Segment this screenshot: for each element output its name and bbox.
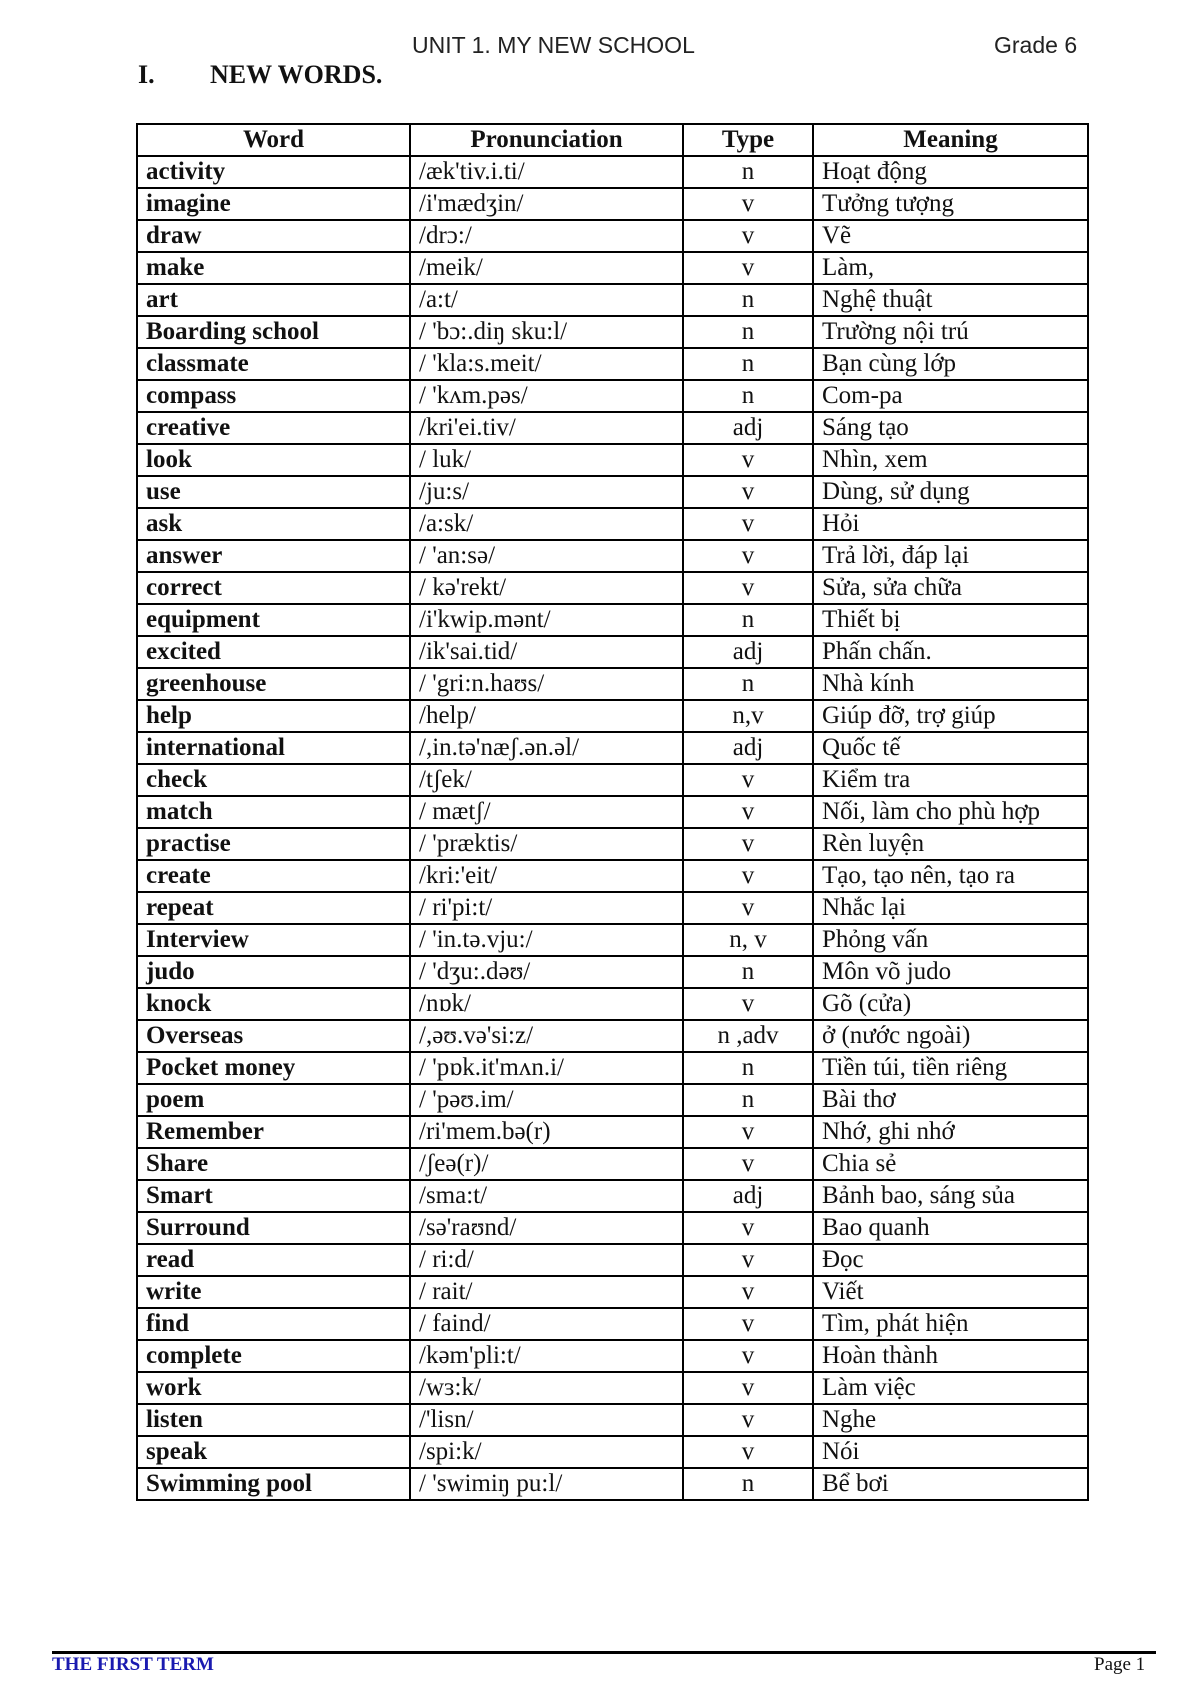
cell-pronunciation: /ri'mem.bə(r) xyxy=(410,1116,683,1148)
cell-word: check xyxy=(137,764,410,796)
cell-word: match xyxy=(137,796,410,828)
cell-meaning: Tạo, tạo nên, tạo ra xyxy=(813,860,1088,892)
cell-type: v xyxy=(683,892,813,924)
cell-type: v xyxy=(683,1148,813,1180)
table-row xyxy=(137,1340,1088,1372)
cell-meaning: Nhà kính xyxy=(813,668,1088,700)
cell-pronunciation: /wɜ:k/ xyxy=(410,1372,683,1404)
cell-pronunciation: /a:sk/ xyxy=(410,508,683,540)
cell-type: v xyxy=(683,540,813,572)
cell-type: n xyxy=(683,1468,813,1500)
cell-meaning: Bể bơi xyxy=(813,1468,1088,1500)
grade-label: Grade 6 xyxy=(994,32,1078,58)
cell-pronunciation: /ʃeə(r)/ xyxy=(410,1148,683,1180)
cell-type: v xyxy=(683,828,813,860)
cell-word: Boarding school xyxy=(137,316,410,348)
cell-pronunciation: /kri'ei.tiv/ xyxy=(410,412,683,444)
table-row xyxy=(137,476,1088,508)
cell-pronunciation: / 'pɒk.it'mʌn.i/ xyxy=(410,1052,683,1084)
cell-word: find xyxy=(137,1308,410,1340)
cell-word: repeat xyxy=(137,892,410,924)
cell-meaning: Bài thơ xyxy=(813,1084,1088,1116)
cell-pronunciation: / 'kla:s.meit/ xyxy=(410,348,683,380)
cell-word: correct xyxy=(137,572,410,604)
cell-pronunciation: / ri:d/ xyxy=(410,1244,683,1276)
cell-type: n xyxy=(683,668,813,700)
cell-meaning: Làm, xyxy=(813,252,1088,284)
cell-type: n xyxy=(683,348,813,380)
cell-word: Interview xyxy=(137,924,410,956)
cell-word: ask xyxy=(137,508,410,540)
table-row xyxy=(137,188,1088,220)
cell-pronunciation: /,in.tə'næʃ.ən.əl/ xyxy=(410,732,683,764)
cell-meaning: Nghe xyxy=(813,1404,1088,1436)
cell-type: v xyxy=(683,1436,813,1468)
table-row xyxy=(137,572,1088,604)
cell-word: Swimming pool xyxy=(137,1468,410,1500)
table-row xyxy=(137,380,1088,412)
table-header-row xyxy=(137,124,1088,156)
cell-word: write xyxy=(137,1276,410,1308)
cell-type: n xyxy=(683,604,813,636)
table-row xyxy=(137,892,1088,924)
table-row xyxy=(137,1276,1088,1308)
cell-meaning: Nhớ, ghi nhớ xyxy=(813,1116,1088,1148)
cell-pronunciation: / 'in.tə.vju:/ xyxy=(410,924,683,956)
table-row xyxy=(137,1180,1088,1212)
cell-word: look xyxy=(137,444,410,476)
cell-word: speak xyxy=(137,1436,410,1468)
cell-type: v xyxy=(683,796,813,828)
cell-type: n, v xyxy=(683,924,813,956)
cell-word: Pocket money xyxy=(137,1052,410,1084)
cell-pronunciation: / 'swimiŋ pu:l/ xyxy=(410,1468,683,1500)
cell-type: v xyxy=(683,1116,813,1148)
cell-meaning: Gõ (cửa) xyxy=(813,988,1088,1020)
cell-meaning: ở (nước ngoài) xyxy=(813,1020,1088,1052)
cell-type: adj xyxy=(683,732,813,764)
column-header-pronunciation: Pronunciation xyxy=(410,124,683,156)
table-row xyxy=(137,988,1088,1020)
cell-pronunciation: /spi:k/ xyxy=(410,1436,683,1468)
table-row xyxy=(137,1052,1088,1084)
cell-meaning: Kiểm tra xyxy=(813,764,1088,796)
cell-meaning: Nhìn, xem xyxy=(813,444,1088,476)
cell-pronunciation: / mætʃ/ xyxy=(410,796,683,828)
cell-meaning: Thiết bị xyxy=(813,604,1088,636)
cell-type: adj xyxy=(683,412,813,444)
table-row xyxy=(137,1436,1088,1468)
cell-pronunciation: /meik/ xyxy=(410,252,683,284)
cell-meaning: Nối, làm cho phù hợp xyxy=(813,796,1088,828)
cell-meaning: Hoàn thành xyxy=(813,1340,1088,1372)
cell-word: read xyxy=(137,1244,410,1276)
cell-meaning: Bạn cùng lớp xyxy=(813,348,1088,380)
cell-meaning: Đọc xyxy=(813,1244,1088,1276)
table-row xyxy=(137,1212,1088,1244)
table-row xyxy=(137,1404,1088,1436)
cell-pronunciation: /ik'sai.tid/ xyxy=(410,636,683,668)
cell-type: n xyxy=(683,380,813,412)
cell-meaning: Phấn chấn. xyxy=(813,636,1088,668)
table-row xyxy=(137,796,1088,828)
cell-meaning: Vẽ xyxy=(813,220,1088,252)
cell-meaning: Trường nội trú xyxy=(813,316,1088,348)
table-row xyxy=(137,924,1088,956)
cell-pronunciation: /help/ xyxy=(410,700,683,732)
table-row xyxy=(137,828,1088,860)
cell-word: greenhouse xyxy=(137,668,410,700)
table-row xyxy=(137,604,1088,636)
table-row xyxy=(137,636,1088,668)
cell-word: complete xyxy=(137,1340,410,1372)
cell-word: Smart xyxy=(137,1180,410,1212)
cell-pronunciation: /kəm'pli:t/ xyxy=(410,1340,683,1372)
cell-pronunciation: /tʃek/ xyxy=(410,764,683,796)
cell-meaning: Chia sẻ xyxy=(813,1148,1088,1180)
cell-meaning: Hỏi xyxy=(813,508,1088,540)
section-number: I. xyxy=(138,60,155,89)
cell-word: classmate xyxy=(137,348,410,380)
cell-meaning: Bao quanh xyxy=(813,1212,1088,1244)
cell-word: creative xyxy=(137,412,410,444)
cell-type: n,v xyxy=(683,700,813,732)
table-row xyxy=(137,1084,1088,1116)
cell-type: v xyxy=(683,572,813,604)
cell-type: v xyxy=(683,988,813,1020)
cell-meaning: Quốc tế xyxy=(813,732,1088,764)
cell-word: help xyxy=(137,700,410,732)
cell-meaning: Giúp đỡ, trợ giúp xyxy=(813,700,1088,732)
table-row xyxy=(137,732,1088,764)
cell-pronunciation: /'lisn/ xyxy=(410,1404,683,1436)
cell-word: draw xyxy=(137,220,410,252)
cell-meaning: Tìm, phát hiện xyxy=(813,1308,1088,1340)
cell-type: n xyxy=(683,1052,813,1084)
cell-word: use xyxy=(137,476,410,508)
cell-pronunciation: /a:t/ xyxy=(410,284,683,316)
cell-word: practise xyxy=(137,828,410,860)
cell-type: n xyxy=(683,1084,813,1116)
cell-pronunciation: / faind/ xyxy=(410,1308,683,1340)
cell-meaning: Môn võ judo xyxy=(813,956,1088,988)
cell-meaning: Nói xyxy=(813,1436,1088,1468)
cell-pronunciation: / 'an:sə/ xyxy=(410,540,683,572)
cell-word: listen xyxy=(137,1404,410,1436)
cell-word: Share xyxy=(137,1148,410,1180)
cell-word: work xyxy=(137,1372,410,1404)
table-row xyxy=(137,956,1088,988)
cell-word: imagine xyxy=(137,188,410,220)
cell-type: adj xyxy=(683,1180,813,1212)
cell-meaning: Sáng tạo xyxy=(813,412,1088,444)
cell-pronunciation: / kə'rekt/ xyxy=(410,572,683,604)
table-row xyxy=(137,316,1088,348)
table-row xyxy=(137,700,1088,732)
cell-pronunciation: /nɒk/ xyxy=(410,988,683,1020)
cell-type: v xyxy=(683,188,813,220)
cell-pronunciation: /æk'tiv.i.ti/ xyxy=(410,156,683,188)
column-header-type: Type xyxy=(683,124,813,156)
cell-word: art xyxy=(137,284,410,316)
column-header-word: Word xyxy=(137,124,410,156)
cell-type: v xyxy=(683,220,813,252)
cell-type: v xyxy=(683,1372,813,1404)
cell-pronunciation: / 'præktis/ xyxy=(410,828,683,860)
cell-type: adj xyxy=(683,636,813,668)
cell-type: v xyxy=(683,252,813,284)
cell-word: international xyxy=(137,732,410,764)
cell-pronunciation: / 'pəʊ.im/ xyxy=(410,1084,683,1116)
cell-meaning: Dùng, sử dụng xyxy=(813,476,1088,508)
cell-pronunciation: / rait/ xyxy=(410,1276,683,1308)
cell-type: v xyxy=(683,1340,813,1372)
cell-type: n ,adv xyxy=(683,1020,813,1052)
cell-pronunciation: / ri'pi:t/ xyxy=(410,892,683,924)
cell-word: create xyxy=(137,860,410,892)
footer-page-number: Page 1 xyxy=(1094,1654,1146,1675)
page-header xyxy=(0,28,1200,62)
table-row xyxy=(137,1468,1088,1500)
cell-word: poem xyxy=(137,1084,410,1116)
cell-type: v xyxy=(683,764,813,796)
cell-pronunciation: /,əʊ.və'si:z/ xyxy=(410,1020,683,1052)
cell-meaning: Tưởng tượng xyxy=(813,188,1088,220)
cell-meaning: Bảnh bao, sáng sủa xyxy=(813,1180,1088,1212)
table-row xyxy=(137,860,1088,892)
cell-word: Overseas xyxy=(137,1020,410,1052)
cell-word: Surround xyxy=(137,1212,410,1244)
table-row xyxy=(137,1244,1088,1276)
cell-type: v xyxy=(683,1212,813,1244)
cell-type: v xyxy=(683,476,813,508)
table-row xyxy=(137,764,1088,796)
table-row xyxy=(137,668,1088,700)
cell-pronunciation: /sə'raʊnd/ xyxy=(410,1212,683,1244)
cell-pronunciation: /ju:s/ xyxy=(410,476,683,508)
cell-type: v xyxy=(683,860,813,892)
cell-type: n xyxy=(683,156,813,188)
cell-meaning: Hoạt động xyxy=(813,156,1088,188)
cell-type: n xyxy=(683,316,813,348)
unit-title: UNIT 1. MY NEW SCHOOL xyxy=(412,32,695,58)
cell-meaning: Viết xyxy=(813,1276,1088,1308)
table-row xyxy=(137,252,1088,284)
cell-word: make xyxy=(137,252,410,284)
cell-word: knock xyxy=(137,988,410,1020)
cell-meaning: Làm việc xyxy=(813,1372,1088,1404)
cell-type: v xyxy=(683,508,813,540)
cell-meaning: Phỏng vấn xyxy=(813,924,1088,956)
cell-meaning: Sửa, sửa chữa xyxy=(813,572,1088,604)
cell-type: v xyxy=(683,1308,813,1340)
section-heading xyxy=(138,60,382,90)
cell-word: compass xyxy=(137,380,410,412)
cell-pronunciation: /sma:t/ xyxy=(410,1180,683,1212)
cell-pronunciation: / 'dʒu:.dəʊ/ xyxy=(410,956,683,988)
cell-word: judo xyxy=(137,956,410,988)
cell-type: v xyxy=(683,1276,813,1308)
cell-pronunciation: / 'gri:n.haʊs/ xyxy=(410,668,683,700)
cell-meaning: Com-pa xyxy=(813,380,1088,412)
cell-word: answer xyxy=(137,540,410,572)
cell-type: v xyxy=(683,444,813,476)
cell-type: v xyxy=(683,1404,813,1436)
cell-pronunciation: /kri:'eit/ xyxy=(410,860,683,892)
table-row xyxy=(137,540,1088,572)
table-row xyxy=(137,1020,1088,1052)
cell-word: activity xyxy=(137,156,410,188)
vocabulary-table xyxy=(136,123,1089,1501)
table-row xyxy=(137,284,1088,316)
table-row xyxy=(137,1116,1088,1148)
cell-meaning: Nhắc lại xyxy=(813,892,1088,924)
cell-pronunciation: /drɔ:/ xyxy=(410,220,683,252)
cell-type: n xyxy=(683,284,813,316)
table-row xyxy=(137,508,1088,540)
cell-word: equipment xyxy=(137,604,410,636)
cell-pronunciation: / 'bɔ:.diŋ sku:l/ xyxy=(410,316,683,348)
cell-word: Remember xyxy=(137,1116,410,1148)
vocabulary-table-body xyxy=(137,156,1088,1500)
table-row xyxy=(137,220,1088,252)
cell-pronunciation: /i'mædʒin/ xyxy=(410,188,683,220)
footer-divider xyxy=(52,1651,1156,1654)
cell-type: v xyxy=(683,1244,813,1276)
table-row xyxy=(137,348,1088,380)
table-row xyxy=(137,412,1088,444)
cell-meaning: Nghệ thuật xyxy=(813,284,1088,316)
footer-term: THE FIRST TERM xyxy=(52,1654,214,1675)
table-row xyxy=(137,1308,1088,1340)
cell-type: n xyxy=(683,956,813,988)
cell-meaning: Tiền túi, tiền riêng xyxy=(813,1052,1088,1084)
table-row xyxy=(137,1372,1088,1404)
cell-word: excited xyxy=(137,636,410,668)
column-header-meaning: Meaning xyxy=(813,124,1088,156)
section-title: NEW WORDS. xyxy=(210,60,383,89)
cell-pronunciation: / luk/ xyxy=(410,444,683,476)
table-row xyxy=(137,1148,1088,1180)
table-row xyxy=(137,156,1088,188)
cell-meaning: Rèn luyện xyxy=(813,828,1088,860)
table-row xyxy=(137,444,1088,476)
cell-meaning: Trả lời, đáp lại xyxy=(813,540,1088,572)
cell-pronunciation: / 'kʌm.pəs/ xyxy=(410,380,683,412)
cell-pronunciation: /i'kwip.mənt/ xyxy=(410,604,683,636)
